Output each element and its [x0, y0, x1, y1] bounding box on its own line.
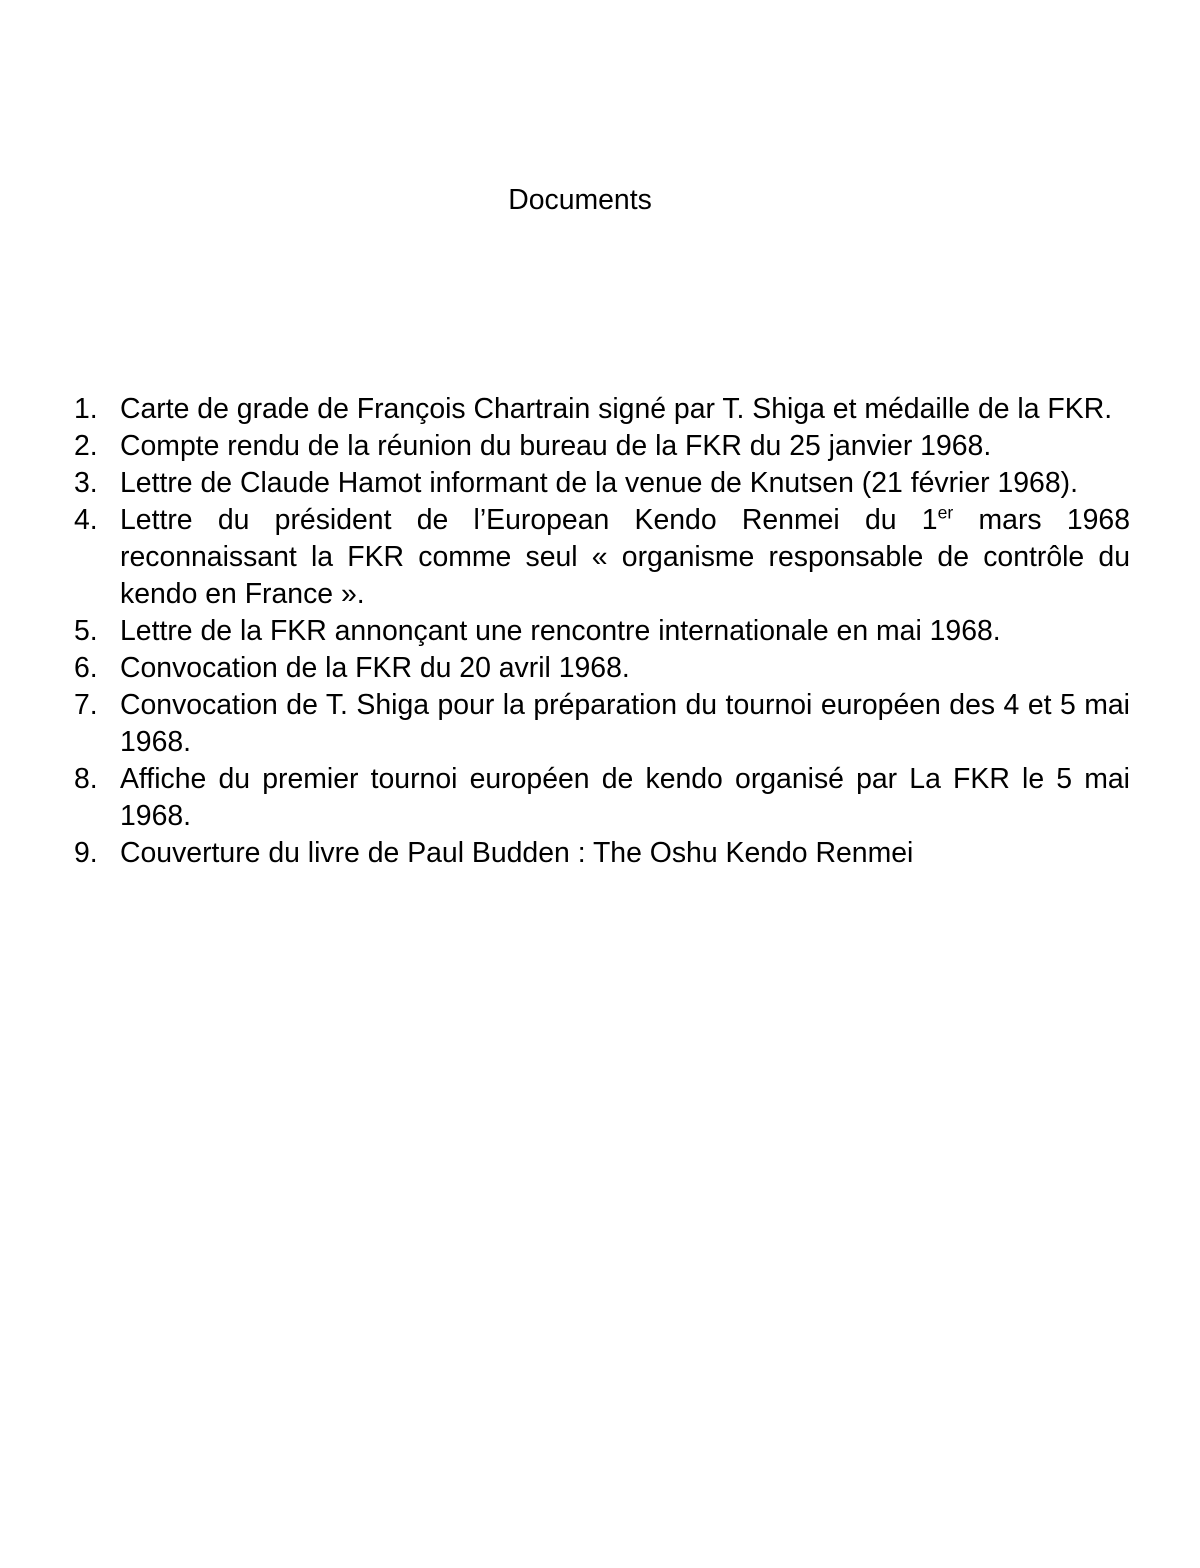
list-item-number: 8. — [74, 763, 98, 795]
list-item-number: 9. — [74, 837, 98, 869]
list-item-text-before-superscript: Lettre du président de l’European Kendo Renmei du 1 — [120, 504, 938, 536]
list-item-number: 3. — [74, 467, 98, 499]
document-list — [74, 391, 1130, 872]
list-item-number: 7. — [74, 689, 98, 721]
list-item — [74, 428, 1130, 465]
list-item-text: Convocation de T. Shiga pour la préparation du tournoi européen des 4 et 5 mai 1968. — [120, 689, 1130, 758]
list-item — [74, 650, 1130, 687]
list-item-text: Carte de grade de François Chartrain signé par T. Shiga et médaille de la FKR. — [120, 393, 1113, 425]
list-item-text: Couverture du livre de Paul Budden : The Oshu Kendo Renmei — [120, 837, 914, 869]
list-item-number: 5. — [74, 615, 98, 647]
list-item-text: Affiche du premier tournoi européen de kendo organisé par La FKR le 5 mai 1968. — [120, 763, 1130, 832]
list-item-text: Lettre de Claude Hamot informant de la venue de Knutsen (21 février 1968). — [120, 467, 1078, 499]
list-item — [74, 835, 1130, 872]
list-item — [74, 502, 1130, 613]
list-item-number: 6. — [74, 652, 98, 684]
list-item-text-after-superscript: mars 1968 reconnaissant la FKR comme seul « organisme responsable de contrôle du kendo en France ». — [120, 504, 1130, 610]
list-item — [74, 687, 1130, 761]
list-item — [74, 761, 1130, 835]
list-item-text: Lettre de la FKR annonçant une rencontre internationale en mai 1968. — [120, 615, 1001, 647]
list-item-number: 4. — [74, 504, 98, 536]
list-item-number: 1. — [74, 393, 98, 425]
list-item-number: 2. — [74, 430, 98, 462]
list-item-text: Compte rendu de la réunion du bureau de la FKR du 25 janvier 1968. — [120, 430, 992, 462]
list-item — [74, 465, 1130, 502]
list-item — [74, 391, 1130, 428]
list-item — [74, 613, 1130, 650]
page-title: Documents — [508, 184, 652, 216]
list-item-superscript: er — [937, 502, 954, 523]
list-item-text: Convocation de la FKR du 20 avril 1968. — [120, 652, 630, 684]
